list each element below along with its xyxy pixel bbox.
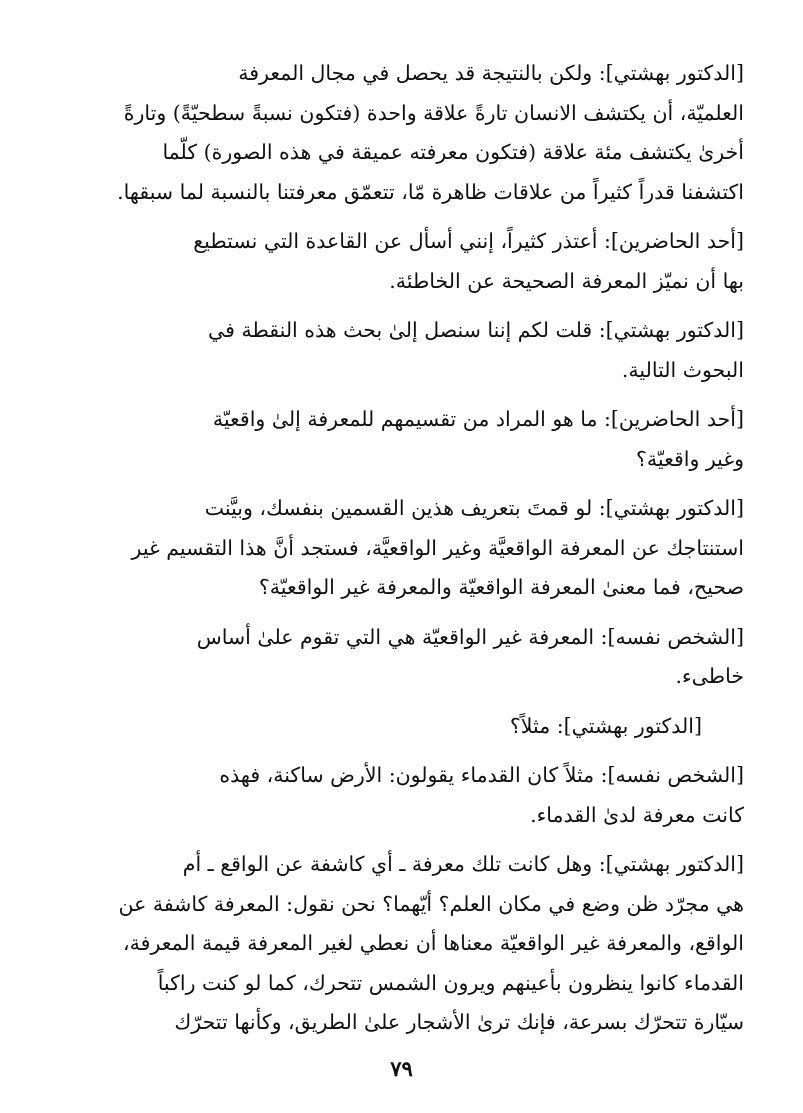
text-line: [الدكتور بهشتي]: لو قمتَ بتعريف هذين القسمين بنفسك، وبيَّنت: [204, 496, 744, 520]
paragraph-person-answer: [66, 618, 744, 697]
page-body: [66, 54, 744, 1053]
text-line: [أحد الحاضرين]: أعتذر كثيراً، إنني أسأل عن القاعدة التي نستطيع: [193, 229, 744, 253]
text-line: البحوث التالية.: [621, 357, 744, 382]
text-line: العلميّة، أن يكتشف الانسان تارةً علاقة واحدة (فتكون نسبةً سطحيّةً) وتارةً: [123, 100, 744, 125]
text-line: صحيح، فما معنىٰ المعرفة الواقعيّة والمعرفة غير الواقعيّة؟: [258, 575, 744, 599]
paragraph-bahshti-definition: [66, 489, 744, 608]
text-line: أخرىٰ يكتشف مئة علاقة (فتكون معرفته عميقة في هذه الصورة) كلّما: [162, 140, 744, 164]
text-line: [الدكتور بهشتي]: ولكن بالنتيجة قد يحصل في مجال المعرفة: [238, 61, 744, 85]
text-line: [الدكتور بهشتي]: قلت لكم إننا سنصل إلىٰ بحث هذه النقطة في: [208, 318, 744, 342]
text-line: اكتشفنا قدراً كثيراً من علاقات ظاهرة مّا، تتعمّق معرفتنا بالنسبة لما سبقها.: [117, 179, 744, 204]
text-line: هي مجرّد ظن وضع في مكان العلم؟ أيّهما؟ نحن نقول: المعرفة كاشفة عن: [118, 891, 744, 916]
text-line: سيّارة تتحرّك بسرعة، فإنك ترىٰ الأشجار علىٰ الطريق، وكأنها تتحرّك: [174, 1010, 744, 1034]
text-line: [الدكتور بهشتي]: مثلاً؟: [509, 713, 702, 738]
text-line: القدماء كانوا ينظرون بأعينهم ويرون الشمس تتحرك، كما لو كنت راكباً: [157, 970, 744, 995]
text-line: كانت معرفة لدىٰ القدماء.: [530, 802, 744, 827]
text-line: [الشخص نفسه]: مثلاً كان القدماء يقولون: الأرض ساكنة، فهذه: [219, 763, 744, 787]
text-line: استنتاجك عن المعرفة الواقعيَّة وغير الواقعيَّة، فستجد أنَّ هذا التقسيم غير: [131, 535, 744, 560]
text-line: خاطىء.: [675, 664, 744, 688]
text-line: [الدكتور بهشتي]: وهل كانت تلك معرفة ـ أي كاشفة عن الواقع ـ أم: [182, 852, 744, 876]
text-line: [الشخص نفسه]: المعرفة غير الواقعيّة هي التي تقوم علىٰ أساس: [196, 624, 744, 649]
paragraph-bahshti-later: [66, 311, 744, 390]
paragraph-attendee-question: [66, 222, 744, 301]
text-line: وغير واقعيّة؟: [636, 446, 744, 471]
page-number: ٧٩: [390, 1056, 413, 1081]
paragraph-person-example: [66, 756, 744, 835]
text-line: الواقع، والمعرفة غير الواقعيّة معناها أن نعطي لغير المعرفة قيمة المعرفة،: [123, 931, 744, 955]
text-line: [أحد الحاضرين]: ما هو المراد من تقسيمهم للمعرفة إلىٰ واقعيّة: [212, 407, 744, 431]
paragraph-attendee-division: [66, 400, 744, 479]
paragraph-bahshti-reply: [66, 845, 744, 1043]
paragraph-bahshti-depth: [66, 54, 744, 212]
paragraph-bahshti-example: [66, 707, 744, 747]
text-line: بها أن نميّز المعرفة الصحيحة عن الخاطئة.: [389, 268, 744, 293]
